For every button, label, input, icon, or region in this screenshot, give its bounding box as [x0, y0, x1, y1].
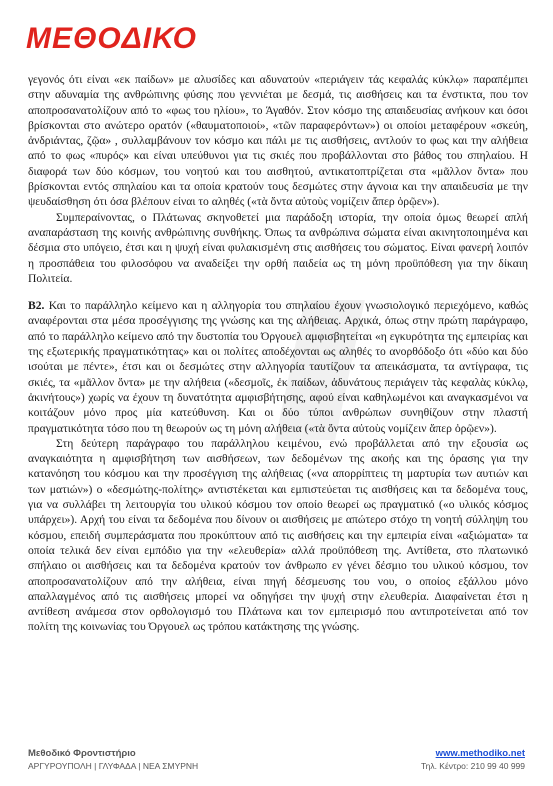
- footer-phone: Τηλ. Κέντρο: 210 99 40 999: [421, 761, 525, 771]
- paragraph-b2-text: Και το παράλληλο κείμενο και η αλληγορία του σπηλαίου έχουν γνωσιολογικό περιεχόμενο, καθώς αναφέρονται στα μέσα προσέγγισης της γνώσης και της αλήθειας. Αρχικά, όπως στην πρώτη παράγραφο, από το παράλληλο κείμενο από την δυστοπία του Όργουελ αμφισβητείται «η εγκυρότητα της εμπειρίας και της εξωτερικής πραγματικότητας» και οι πολίτες αποδέχονται ως αληθές το ανορθόδοξο ότι «δύο και δύο ισούται με πέντε», έτσι και οι δεσμώτες στην αλληγορία ταυτίζουν τα απεικάσματα, τα αντίγραφα, τις σκιές, τα «μᾶλλον ὄντα» με την αλήθεια («δεσμοῖς, ἐκ παίδων, ἀδυνάτους περιάγειν τὰς κεφαλὰς κύκλῳ, ἀκινήτους») χωρίς να έχουν τη δυνατότητα αμφισβήτησης, αφού είναι καθηλωμένοι και αναγκασμένοι να κοιτάζουν μόνο προς μία κατεύθυνση. Και οι δύο τύποι ανθρώπων συνηθίζουν στην πλαστή πραγματικότητα τόσο που τη θεωρούν ως τη μόνη αλήθεια («τὰ ὄντα αὐτοὺς νομίζειν ἅπερ ὁρῷεν»).: [28, 299, 528, 435]
- methodiko-logo: ΜΕΘΟΔΙΚΟ: [26, 22, 197, 55]
- footer-left: [28, 748, 198, 771]
- paragraph-2: Συμπεραίνοντας, ο Πλάτωνας σκηνοθετεί μια παράδοξη ιστορία, την οποία όμως θεωρεί απλή αναπαράσταση της κοινής ανθρώπινης συνθήκης. Όπως τα ανθρώπινα σώματα είναι ακινητοποιημένα και δέσμια στο υπόγειο, έτσι και η ψυχή είναι φυλακισμένη στις αισθήσεις του σώματος. Είναι φανερή λοιπόν η προσπάθεια του φιλοσόφου να αναδείξει την ορθή παιδεία ως τη μόνη προϋπόθεση για την δίκαιη Πολιτεία.: [28, 210, 528, 285]
- paragraph-b2: [28, 298, 528, 436]
- footer-right: [421, 748, 525, 771]
- footer-locations: ΑΡΓΥΡΟΥΠΟΛΗ | ΓΛΥΦΑΔΑ | ΝΕΑ ΣΜΥΡΝΗ: [28, 761, 199, 771]
- document-body: [28, 72, 528, 635]
- footer-brand: Μεθοδικό Φροντιστήριο: [28, 748, 136, 759]
- footer-website-link[interactable]: www.methodiko.net: [435, 748, 525, 759]
- paragraph-1: γεγονός ότι είναι «εκ παίδων» με αλυσίδες και αδυνατούν «περιάγειν τάς κεφαλάς κύκλῳ» παραπέμπει στην αδυναμία της ανθρώπινης φύσης που γεννιέται με δεσμά, τις αισθήσεις και τα ένστικτα, που τον αποπροσανατολίζουν από το «φως του ηλίου», το Άγαθόν. Στον κόσμο της απαιδευσίας ανήκουν και όσοι βρίσκονται στο ανώτερο ορατόν («θαυματοποιοί», «τῶν παραφερόντων») οι οποίοι μεταφέρουν «σκεύη, ἀνδριάντας, ζῷα» , συλλαμβάνουν τον κόσμο και πάλι με τις αισθήσεις, αντλούν το φως και την αλήθεια από το φως «πυρός» και είναι υπεύθυνοι για τις σκιές που προβάλλονται στο βάθος του σπηλαίου. Η διαφορά των δύο κόσμων, του νοητού και του αισθητού, αντικατοπτρίζεται στα «μᾶλλον ὄντα» που βρίσκονται εντός σπηλαίου και τα οποία κρατούν τους δεσμώτες στην άγνοια και την απαιδευσία με την ψευδαίσθηση ότι όσα βλέπουν είναι το αληθές («τὰ ὄντα αὐτοὺς νομίζειν ἅπερ ὁρῷεν»).: [28, 73, 528, 209]
- section-label-b2: Β2.: [28, 299, 45, 313]
- paragraph-4: Στη δεύτερη παράγραφο του παράλληλου κειμένου, ενώ προβάλλεται από την εξουσία ως αναγκαιότητα η αμφισβήτηση των αισθήσεων, των δεδομένων της ακοής και της όρασης για την κατανόηση του κόσμου και την προσέγγιση της αλήθειας («να απορρίπτεις τη μαρτυρία των αυτιών και των ματιών») ο «δεσμώτης-πολίτης» αντιστέκεται και εμπιστεύεται τις αισθήσεις και τα δεδομένα τους, για να συλλάβει τη λειτουργία του υλικού κόσμου τον οποίο θεωρεί ως πραγματικό («ο υλικός κόσμος υπάρχει»). Αρχή του είναι τα δεδομένα που δίνουν οι αισθήσεις με απώτερο στόχο τη νοητή σύλληψη του κόσμου, επειδή συμπεράσματα που προκύπτουν από τις αισθήσεις και την εμπειρία είναι «αξιώματα» τα οποία τελικά δεν είναι εμπόδιο για την «ελευθερία» αλλά προϋπόθεση της. Αντίθετα, στο πλατωνικό σπήλαιο οι αισθήσεις και τα δεδομένα κρατούν τον άνθρωπο εν γένει δέσμιο του υλικού κόσμου, τον αποπροσανατολίζουν από την αλήθεια, είναι πηγή δέσμευσης του νου, ο οποίος εξάλλου μόνο απαλλαγμένος από τις αισθήσεις μπορεί να οδηγήσει την ψυχή στην ελευθερία. Διαφαίνεται έτσι η αντίθεση ανάμεσα στον ορθολογισμό του Πλάτωνα και τον εμπειρισμό που αντιπροτείνεται από τον πολίτη της κοινωνίας του Όργουελ ως τρόπου κατάκτησης της γνώσης.: [28, 436, 528, 634]
